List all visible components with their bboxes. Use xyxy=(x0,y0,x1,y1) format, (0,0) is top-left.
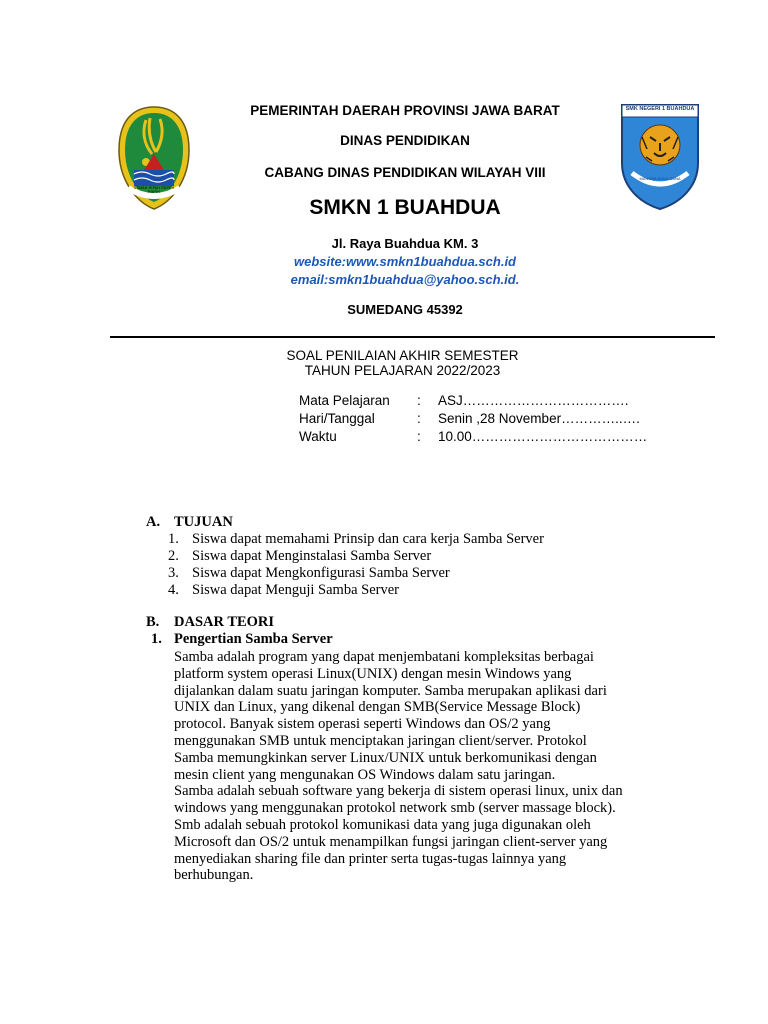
paragraph-line: UNIX dan Linux, yang dikenal dengan SMB(Service Message Block) xyxy=(174,699,581,716)
paragraph-line: mesin client yang mengunakan OS Windows dalam satu jaringan. xyxy=(174,766,556,783)
paragraph-line: berhubungan. xyxy=(174,867,254,884)
left-emblem-motto: GEMAH RIPAH REPEH RAPIH xyxy=(133,186,175,194)
list-number: 3. xyxy=(168,565,179,581)
paragraph-line: Microsoft dan OS/2 untuk menampilkan fungsi jaringan client-server yang xyxy=(174,833,608,850)
school-city: SUMEDANG 45392 xyxy=(347,302,463,317)
school-email: email:smkn1buahdua@yahoo.sch.id. xyxy=(290,272,520,287)
subsection-number: 1. xyxy=(151,631,162,647)
theory-paragraph xyxy=(174,649,644,884)
school-name: SMKN 1 BUAHDUA xyxy=(309,196,501,219)
paragraph-line: dijalankan dalam suatu jaringan komputer. Samba merupakan aplikasi dari xyxy=(174,682,607,699)
list-text: Siswa dapat Mengkonfigurasi Samba Server xyxy=(192,565,450,581)
jawa-barat-emblem xyxy=(116,104,192,212)
letterhead-divider xyxy=(110,336,715,338)
info-colon: : xyxy=(417,411,421,426)
school-emblem xyxy=(620,103,700,211)
info-colon: : xyxy=(417,393,421,408)
paragraph-line: Samba memungkinkan server Linux/UNIX untuk berkomunikasi dengan xyxy=(174,749,597,766)
section-a-title: TUJUAN xyxy=(174,514,233,530)
paragraph-line: platform system operasi Linux(UNIX) dengan mesin Windows yang xyxy=(174,665,572,682)
list-text: Siswa dapat memahami Prinsip dan cara kerja Samba Server xyxy=(192,531,544,547)
kop-line-1: PEMERINTAH DAERAH PROVINSI JAWA BARAT xyxy=(250,103,560,118)
exam-title: SOAL PENILAIAN AKHIR SEMESTER xyxy=(286,348,519,363)
info-label: Mata Pelajaran xyxy=(299,393,390,408)
list-number: 4. xyxy=(168,582,179,598)
exam-year: TAHUN PELAJARAN 2022/2023 xyxy=(304,363,501,378)
section-b-letter: B. xyxy=(146,614,160,630)
list-text: Siswa dapat Menguji Samba Server xyxy=(192,582,399,598)
school-website: website:www.smkn1buahdua.sch.id xyxy=(293,254,516,269)
school-address: Jl. Raya Buahdua KM. 3 xyxy=(331,236,479,251)
paragraph-line: protocol. Banyak sistem operasi seperti Windows dan OS/2 yang xyxy=(174,716,551,733)
paragraph-line: Samba adalah program yang dapat menjembatani kompleksitas berbagai xyxy=(174,649,594,665)
paragraph-line: menyediakan sharing file dan printer serta tugas-tugas lainnya yang xyxy=(174,850,567,867)
subsection-title: Pengertian Samba Server xyxy=(174,631,333,647)
paragraph-line: menggunakan SMB untuk menciptakan jaringan client/server. Protokol xyxy=(174,732,587,749)
right-emblem-motto: MANGSA SOLA GANA xyxy=(639,176,681,181)
kop-line-2: DINAS PENDIDIKAN xyxy=(340,133,470,148)
info-value: ASJ………………………………. xyxy=(438,393,629,408)
list-text: Siswa dapat Menginstalasi Samba Server xyxy=(192,548,432,564)
info-value: Senin ,28 November…………..…. xyxy=(438,411,640,426)
right-emblem-title: SMK NEGERI 1 BUAHDUA xyxy=(625,106,695,112)
kop-line-3: CABANG DINAS PENDIDIKAN WILAYAH VIII xyxy=(264,165,546,180)
section-a-letter: A. xyxy=(146,514,161,530)
paragraph-line: Smb adalah sebuah protokol komunikasi data yang juga digunakan oleh xyxy=(174,816,591,833)
info-value: 10.00………………………………… xyxy=(438,429,648,444)
list-number: 1. xyxy=(168,531,179,547)
section-b-title: DASAR TEORI xyxy=(174,614,275,630)
paragraph-line: windows yang menggunakan protokol network smb (server massage block). xyxy=(174,800,616,817)
info-label: Waktu xyxy=(299,429,337,444)
paragraph-line: Samba adalah sebuah software yang bekerja di sistem operasi linux, unix dan xyxy=(174,783,623,800)
list-number: 2. xyxy=(168,548,179,564)
info-colon: : xyxy=(417,429,421,444)
info-label: Hari/Tanggal xyxy=(299,411,375,426)
